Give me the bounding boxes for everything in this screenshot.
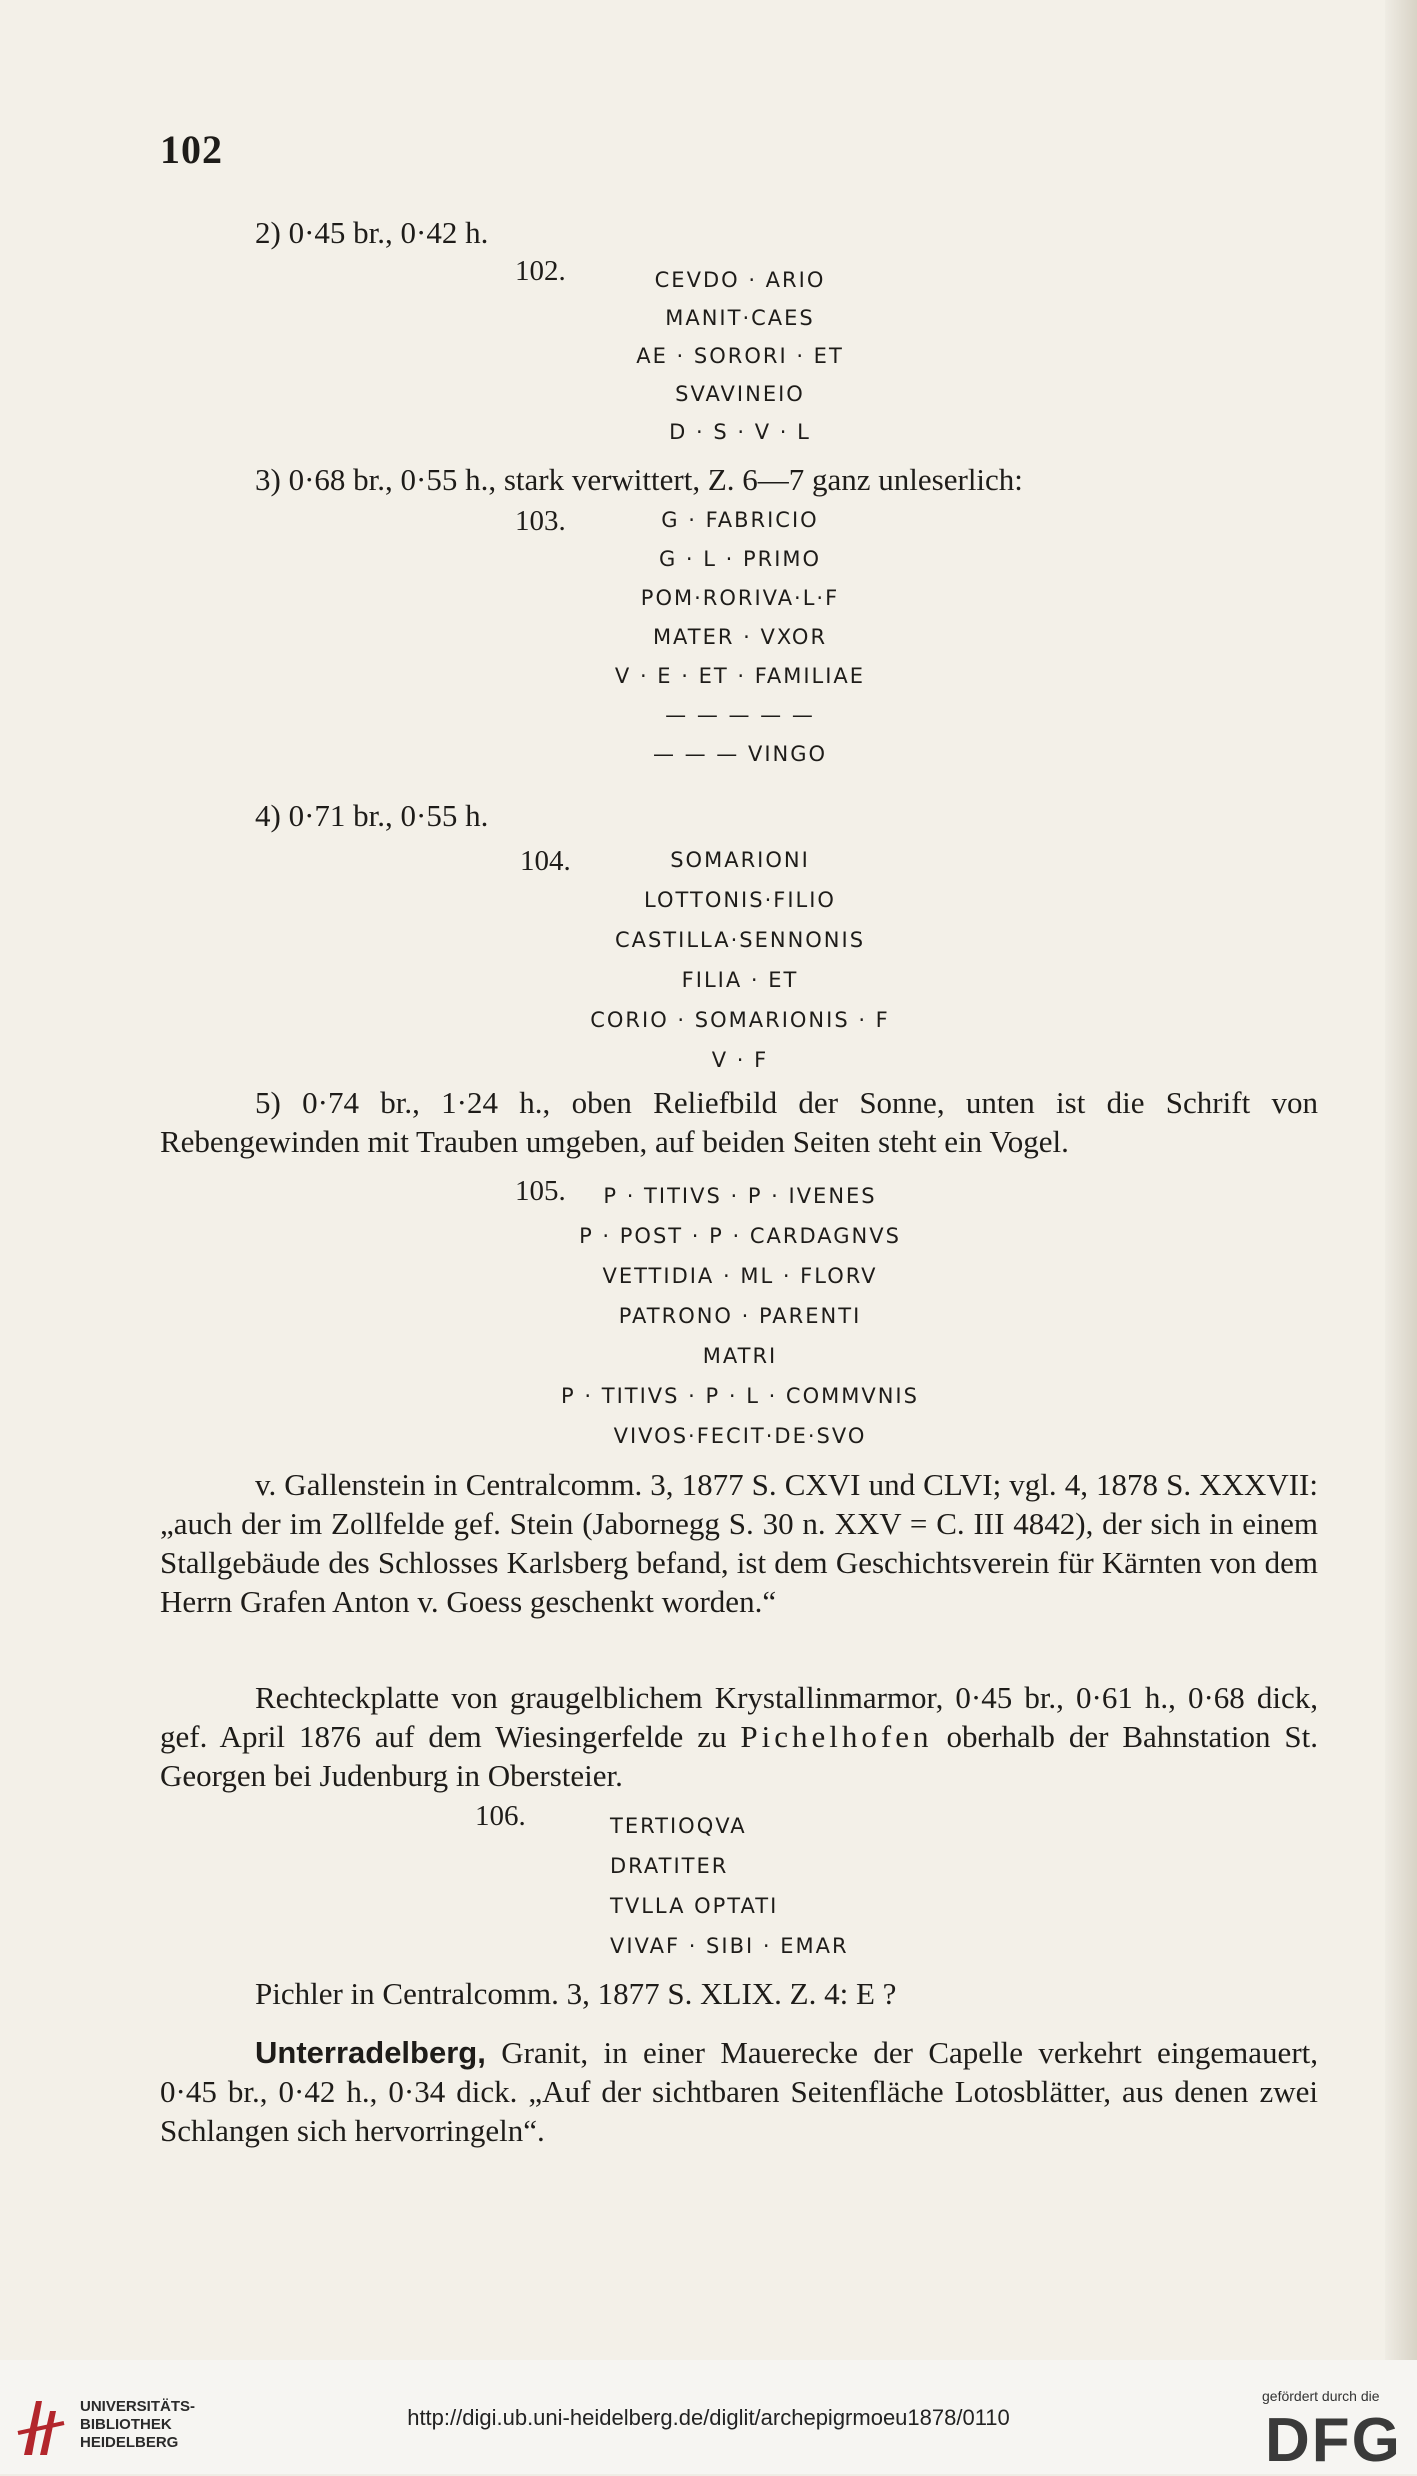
entry-5-description: 5) 0·74 br., 1·24 h., oben Reliefbild der Sonne, unten ist die Schrift von Rebengewinden mit Trauben umgeben, auf beiden Seiten steht ein Vogel.: [160, 1085, 1318, 1159]
inscription-line: P · TITIVS · P · IVENES: [603, 1184, 877, 1208]
inscription-line: AE · SORORI · ET: [636, 344, 844, 368]
place-name-unterradelberg: Unterradelberg,: [255, 2035, 486, 2070]
inscription-line: V · F: [711, 1048, 769, 1072]
inscription-line: CORIO · SOMARIONIS · F: [590, 1008, 890, 1032]
description-text: oberhalb der Bahnstation St. Georgen bei Judenburg in Obersteier.: [160, 1719, 1319, 1793]
inscription-line: POM·RORIVA·L·F: [640, 586, 840, 610]
gallenstein-reference: v. Gallenstein in Centralcomm. 3, 1877 S. CXVI und CLVI; vgl. 4, 1878 S. XXXVII: „auch der im Zollfelde gef. Stein (Jabornegg S. 30 n. XXV = C. III 4842), der sich in einem Stallgebäude des Schlosses Karlsberg befand, ist dem Geschichtsverein für Kärnten von dem Herrn Grafen Anton v. Goess geschenkt worden.“: [160, 1467, 1318, 1619]
inscription-line: TVLLA OPTATI: [610, 1894, 779, 1918]
inscription-line: CEVDO · ARIO: [654, 268, 826, 292]
inscription-line: — — — VINGO: [652, 742, 828, 766]
inscription-line: D · S · V · L: [669, 420, 811, 444]
description-text: Rechteckplatte von graugelblichem Krystallinmarmor, 0·45 br., 0·61 h., 0·68 dick, gef. April 1876 auf dem Wiesingerfelde zu: [160, 1680, 1318, 1754]
inscription-line: DRATITER: [610, 1854, 729, 1878]
rechteckplatte-description: [160, 1678, 1318, 1795]
inscription-line: VIVAF · SIBI · EMAR: [610, 1934, 849, 1958]
inscription-line: — — — — —: [665, 703, 815, 727]
inscription-line: TERTIOQVA: [610, 1814, 747, 1838]
entry-2-header: 2) 0·45 br., 0·42 h.: [255, 215, 489, 250]
entry-3-header: 3) 0·68 br., 0·55 h., stark verwittert, Z. 6—7 ganz unleserlich:: [255, 462, 1023, 497]
inscription-number-106: 106.: [475, 1800, 526, 1832]
entry-4-header: 4) 0·71 br., 0·55 h.: [255, 798, 489, 833]
inscription-102: [460, 268, 1020, 458]
library-name-line: UNIVERSITÄTS-: [80, 2398, 196, 2415]
inscription-number-104: 104.: [520, 845, 571, 877]
inscription-line: LOTTONIS·FILIO: [644, 888, 836, 912]
pichler-reference: Pichler in Centralcomm. 3, 1877 S. XLIX. Z. 4: E ?: [255, 1976, 897, 2011]
inscription-line: V · E · ET · FAMILIAE: [614, 664, 866, 688]
inscription-line: SVAVINEIO: [675, 382, 805, 406]
inscription-number-103: 103.: [515, 505, 566, 537]
inscription-line: CASTILLA·SENNONIS: [614, 928, 866, 952]
place-name-pichelhofen: Pichelhofen: [740, 1719, 933, 1754]
inscription-line: PATRONO · PARENTI: [618, 1304, 862, 1328]
inscription-line: MATRI: [702, 1344, 778, 1368]
inscription-106: [610, 1814, 1010, 1974]
inscription-line: G · L · PRIMO: [658, 547, 822, 571]
inscription-105: [460, 1184, 1020, 1464]
description-text: Granit, in einer Mauerecke der Capelle verkehrt eingemauert, 0·45 br., 0·42 h., 0·34 dick. „Auf der sichtbaren Seitenfläche Lotosblätter, aus denen zwei Schlangen sich hervorringeln“.: [160, 2035, 1319, 2148]
page-number: 102: [160, 127, 223, 172]
inscription-104: [460, 848, 1020, 1088]
inscription-line: SOMARIONI: [670, 848, 810, 872]
unterradelberg-description: [160, 2033, 1318, 2150]
inscription-number-102: 102.: [515, 255, 566, 287]
inscription-line: MANIT·CAES: [665, 306, 815, 330]
inscription-line: FILIA · ET: [681, 968, 799, 992]
funder-note: gefördert durch die: [1262, 2388, 1380, 2404]
inscription-line: P · TITIVS · P · L · COMMVNIS: [561, 1384, 919, 1408]
library-name-line: BIBLIOTHEK: [80, 2416, 172, 2433]
inscription-number-105: 105.: [515, 1175, 566, 1207]
library-name-line: HEIDELBERG: [80, 2434, 179, 2451]
inscription-line: VIVOS·FECIT·DE·SVO: [613, 1424, 867, 1448]
inscription-line: P · POST · P · CARDAGNVS: [579, 1224, 901, 1248]
dfg-logo: DFG: [1265, 2406, 1402, 2475]
inscription-line: MATER · VXOR: [652, 625, 828, 649]
digitization-url-link[interactable]: http://digi.ub.uni-heidelberg.de/diglit/archepigrmoeu1878/0110: [407, 2405, 1010, 2430]
inscription-line: VETTIDIA · ML · FLORV: [602, 1264, 878, 1288]
page-edge-shadow: [1385, 0, 1417, 2360]
inscription-103: [460, 508, 1020, 781]
inscription-line: G · FABRICIO: [661, 508, 819, 532]
